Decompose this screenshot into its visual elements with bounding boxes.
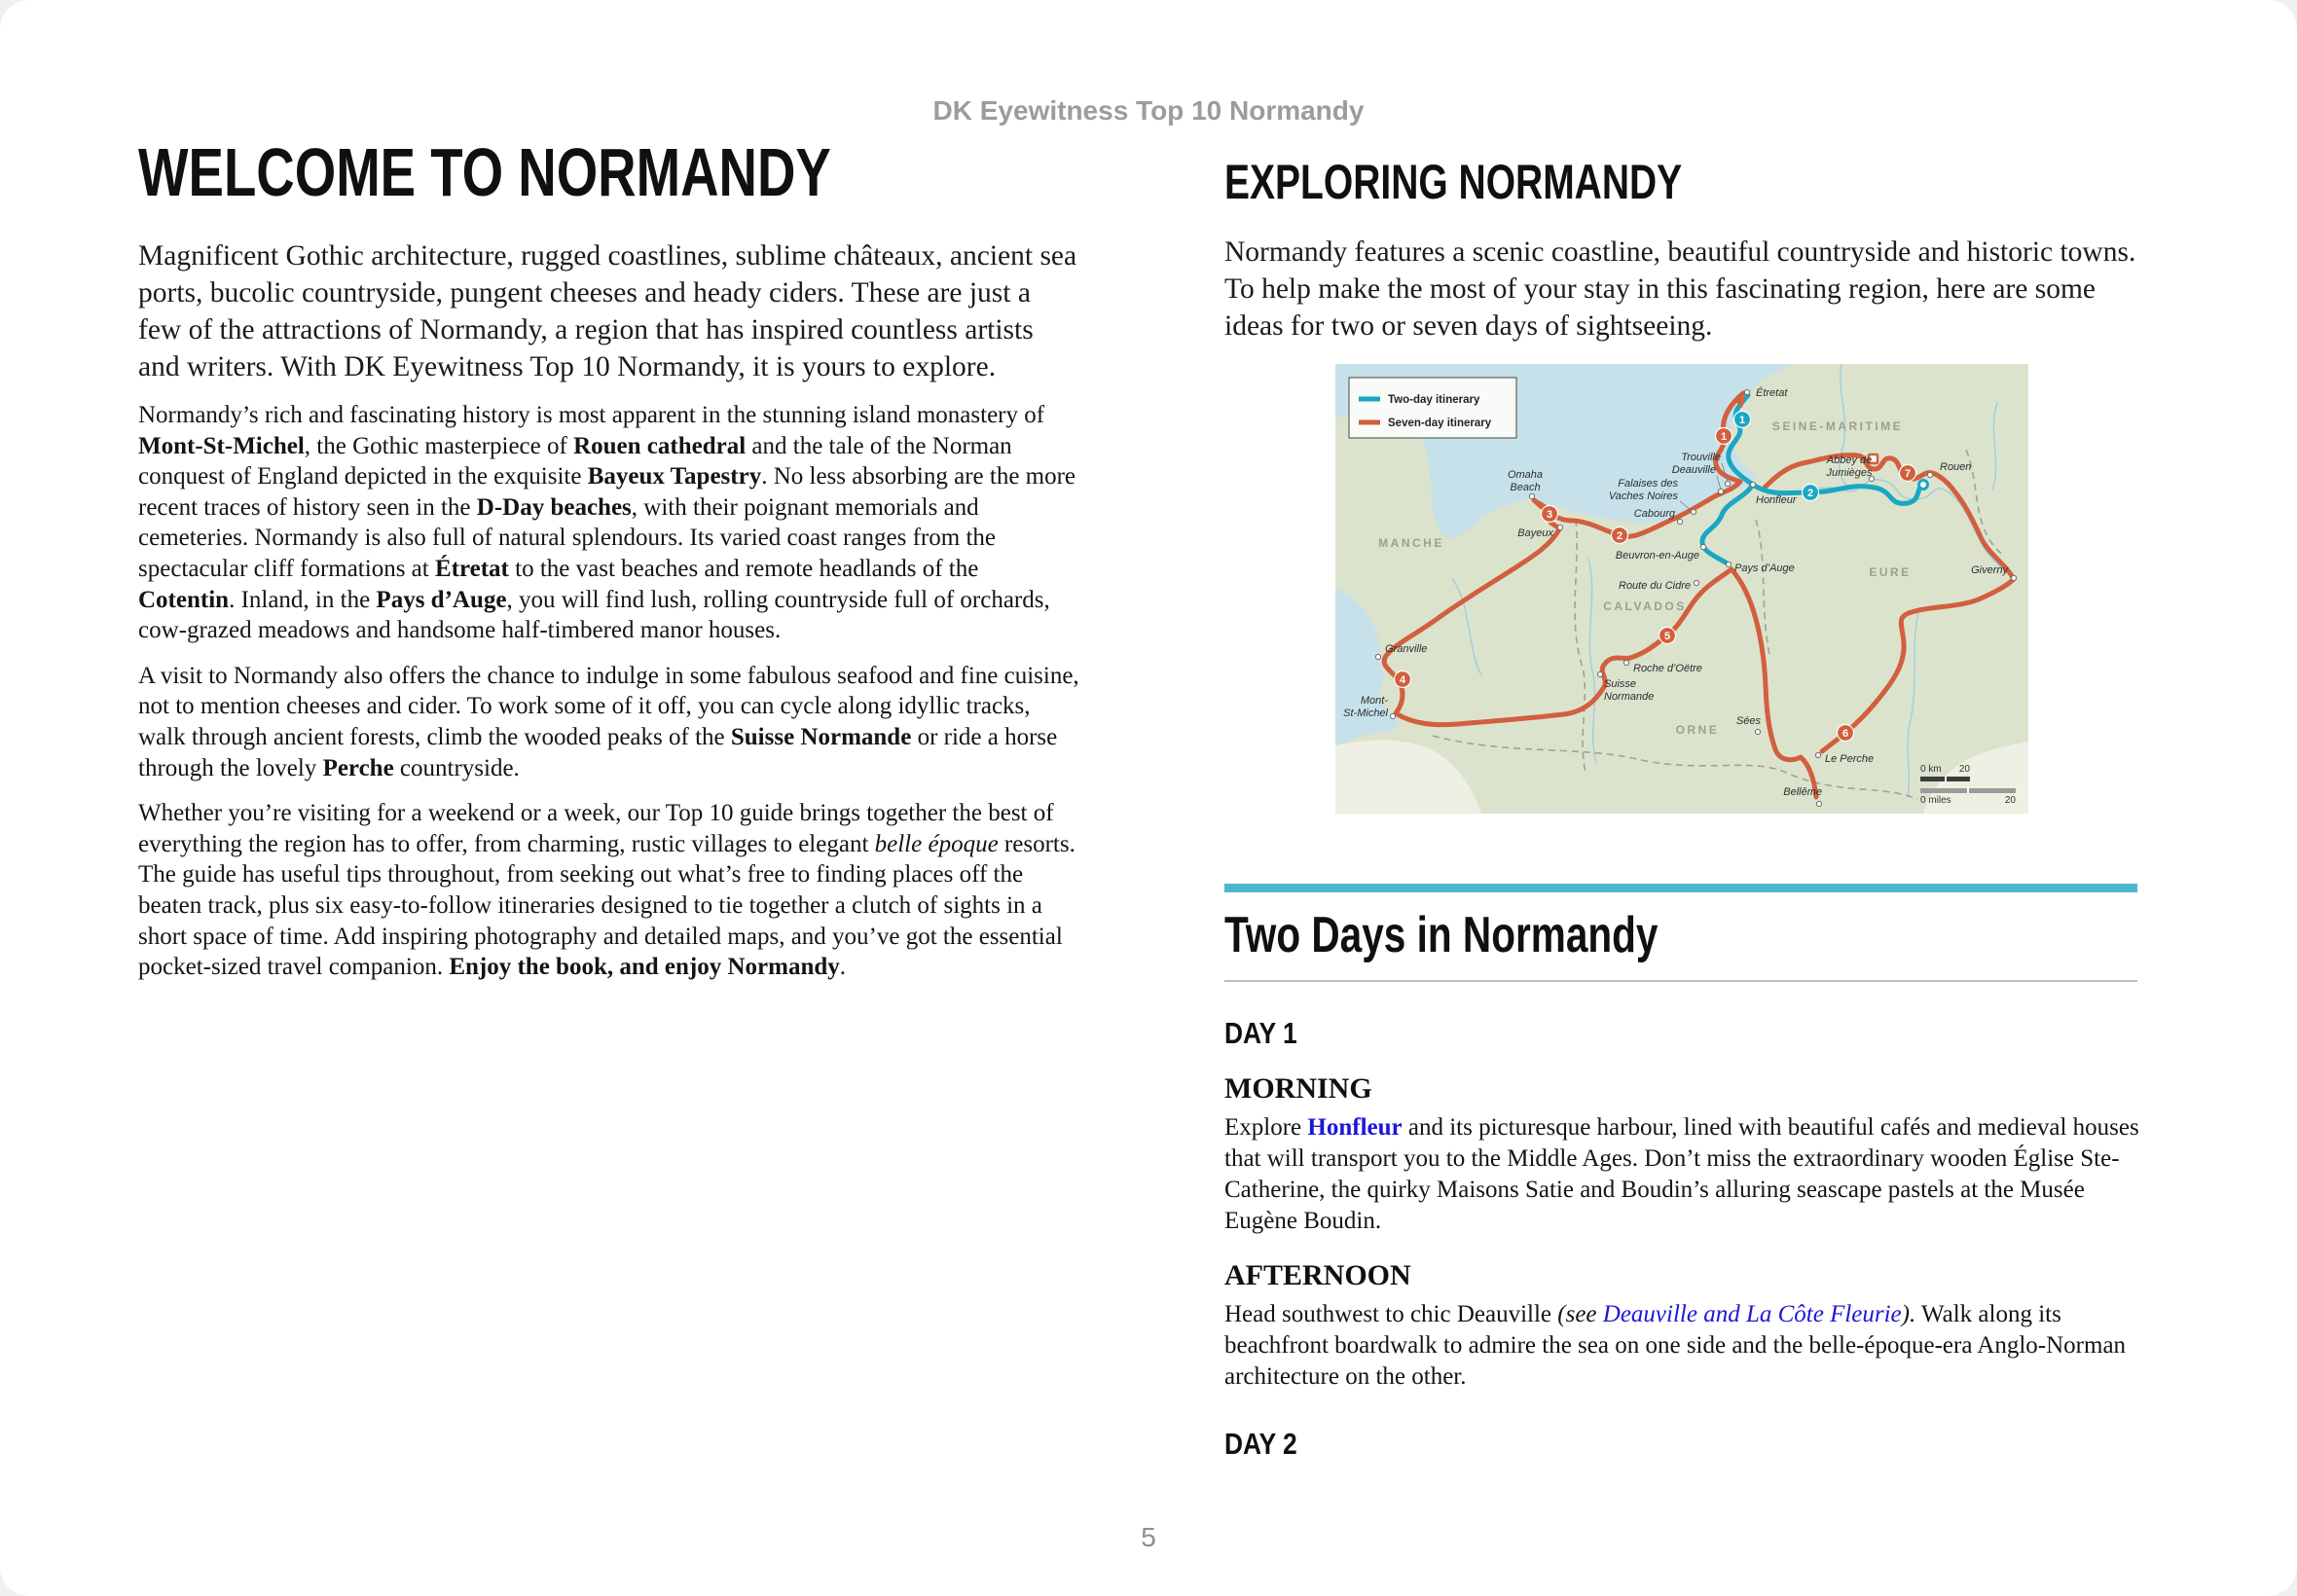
map-label: Honfleur	[1756, 494, 1797, 506]
scale-miles-value: 20	[2004, 795, 2016, 806]
town-dot	[1529, 493, 1534, 498]
text-run: Suisse Normande	[730, 723, 912, 750]
text-run: Étretat	[434, 555, 509, 582]
map-label: Sées	[1735, 715, 1761, 727]
day-2-heading: DAY 2	[1224, 1427, 1297, 1461]
text-run: Mont-St-Michel	[138, 432, 305, 459]
town-dot	[1725, 481, 1730, 486]
text-run: or ride a horse through the lovely	[138, 723, 1058, 781]
town-dot	[1744, 389, 1749, 394]
day-1-heading: DAY 1	[1224, 1016, 1297, 1050]
text-run: Cotentin	[138, 586, 230, 613]
map-label: Cabourg	[1633, 508, 1675, 520]
two-days-heading: Two Days in Normandy	[1224, 907, 1659, 963]
text-run: Explore	[1224, 1114, 1308, 1141]
exploring-title: EXPLORING NORMANDY	[1224, 155, 1683, 209]
welcome-paragraph-3	[138, 798, 1080, 983]
town-dot	[1375, 654, 1380, 659]
map-label: SEINE-MARITIME	[1771, 419, 1904, 433]
map-label: CALVADOS	[1603, 599, 1687, 613]
scale-km-value: 20	[1958, 764, 1970, 775]
scale-bar-miles-tick	[1967, 788, 1969, 793]
text-run: . No less absorbing are the more recent traces of history seen in the	[138, 463, 1076, 521]
map-label: Bayeux	[1517, 527, 1553, 539]
itinerary-stop-number: 7	[1904, 468, 1912, 480]
town-dot	[1623, 660, 1628, 665]
town-dot	[1755, 729, 1760, 734]
text-run: A visit to Normandy also offers the chance to indulge in some fabulous seafood and fine cuisine, not to mention cheeses and cider. To work some of it off, you can cycle along idyllic tracks, walk through ancient forests, climb the wooded peaks of the	[138, 662, 1079, 750]
itinerary-stop-number: 1	[1738, 415, 1746, 426]
text-run: Head southwest to chic Deauville	[1224, 1301, 1558, 1327]
town-dot	[1694, 580, 1698, 585]
inline-link[interactable]: Deauville and La Côte Fleurie	[1602, 1301, 1902, 1327]
text-run: ).	[1901, 1301, 1916, 1327]
itinerary-stop-number: 2	[1806, 488, 1814, 499]
text-run: Bayeux Tapestry	[587, 463, 762, 490]
map-label: Roche d’Oëtre	[1633, 663, 1702, 674]
welcome-title: WELCOME TO NORMANDY	[138, 134, 831, 210]
text-run: belle époque	[874, 830, 999, 857]
legend-label: Seven-day itinerary	[1388, 417, 1492, 429]
text-run: D-Day beaches	[476, 493, 632, 521]
town-dot	[1557, 525, 1562, 529]
running-header: DK Eyewitness Top 10 Normandy	[932, 95, 1365, 126]
town-dot	[2011, 575, 2016, 580]
itinerary-stop-number: 1	[1720, 431, 1728, 443]
map-label: Abbey de	[1826, 454, 1873, 466]
text-run: Pays d’Auge	[376, 586, 507, 613]
inline-link[interactable]: Honfleur	[1307, 1114, 1403, 1141]
scale-bar-km-tick	[1945, 777, 1947, 781]
town-dot	[1816, 801, 1821, 806]
map-label: Jumièges	[1826, 467, 1873, 479]
text-run: , with their poignant memorials and cemeteries. Normandy is also full of natural splendours. Its varied coast ranges from the spectacular cliff formations at	[138, 493, 996, 582]
map-label: Mont-	[1360, 695, 1388, 707]
normandy-itinerary-map	[1335, 364, 2028, 814]
text-run: , you will find lush, rolling countryside full of orchards, cow-grazed meadows and handsome half-timbered manor houses.	[138, 586, 1050, 644]
page-number: 5	[1141, 1522, 1156, 1552]
section-rule	[1224, 980, 2137, 982]
town-dot	[1815, 752, 1820, 757]
normandy-map-svg	[1335, 364, 2028, 814]
text-run: , the Gothic masterpiece of	[304, 432, 574, 459]
exploring-column	[1224, 156, 2151, 1461]
map-label: Vaches Noires	[1608, 490, 1678, 502]
town-dot	[1691, 509, 1695, 514]
text-run: and its picturesque harbour, lined with beautiful cafés and medieval houses that will transport you to the Middle Ages. Don’t miss the extraordinary wooden Église Ste-Catherine, the quirky Maisons Satie and Boudin’s alluring seascape pastels at the Musée Eugène Boudin.	[1224, 1114, 2139, 1234]
welcome-lead-paragraph: Magnificent Gothic architecture, rugged coastlines, sublime châteaux, ancient sea ports, bucolic countryside, pungent cheeses and heady ciders. These are just a few of the attractions of Normandy, a region that has inspired countless artists and writers. With DK Eyewitness Top 10 Normandy, it is yours to explore.	[138, 240, 1077, 382]
text-run: .	[839, 954, 847, 981]
legend-label: Two-day itinerary	[1388, 394, 1480, 406]
welcome-paragraph-2	[138, 661, 1080, 783]
town-dot	[1677, 519, 1682, 524]
map-label: Normande	[1604, 691, 1655, 703]
two-day-route-endpoint	[1919, 481, 1928, 490]
welcome-column	[138, 136, 1080, 983]
map-label: Trouville	[1681, 452, 1721, 463]
scale-miles-label: 0 miles	[1920, 795, 1951, 806]
town-dot	[1927, 472, 1932, 477]
town-dot	[1726, 562, 1731, 566]
map-label: St-Michel	[1343, 707, 1388, 719]
text-run: Normandy’s rich and fascinating history is most apparent in the stunning island monastery of	[138, 402, 1045, 428]
town-dot	[1390, 713, 1395, 718]
text-run: (see	[1557, 1301, 1603, 1327]
map-label: Pays d’Auge	[1734, 562, 1795, 574]
map-label: Étretat	[1756, 387, 1788, 399]
text-run: Rouen cathedral	[573, 432, 747, 459]
section-accent-bar	[1224, 884, 2137, 892]
itinerary-stop-number: 2	[1616, 530, 1623, 542]
map-label: Falaises des	[1618, 478, 1678, 490]
text-run: and the tale of the Norman conquest of England depicted in the exquisite	[138, 432, 1012, 490]
itinerary-stop-number: 3	[1546, 509, 1553, 521]
map-label: Route du Cidre	[1619, 580, 1691, 592]
afternoon-paragraph	[1224, 1299, 2151, 1393]
map-label: MANCHE	[1378, 536, 1444, 550]
map-label: Beach	[1510, 482, 1541, 493]
text-run: Enjoy the book, and enjoy Normandy	[449, 954, 840, 981]
map-label: Granville	[1385, 643, 1428, 655]
text-run: Whether you’re visiting for a weekend or a week, our Top 10 guide brings together the best of everything the region has to offer, from charming, rustic villages to elegant	[138, 800, 1054, 857]
map-label: EURE	[1869, 565, 1912, 579]
text-run: Perche	[322, 754, 394, 781]
map-label: Beuvron-en-Auge	[1615, 550, 1699, 562]
text-run: Walk along its beachfront boardwalk to admire the sea on one side and the belle-époque-era Anglo-Norman architecture on the other.	[1224, 1301, 2127, 1390]
morning-heading: MORNING	[1224, 1072, 1372, 1105]
map-label: Giverny	[1971, 564, 2008, 576]
scale-km-label: 0 km	[1920, 764, 1942, 775]
map-label: Deauville	[1671, 464, 1716, 476]
map-label: Rouen	[1940, 461, 1972, 473]
itinerary-stop-number: 5	[1663, 631, 1671, 642]
text-run: to the vast beaches and remote headlands of the	[508, 555, 979, 582]
welcome-paragraph-1	[138, 400, 1080, 646]
exploring-intro-paragraph: Normandy features a scenic coastline, beautiful countryside and historic towns. To help make the most of your stay in this fascinating region, here are some ideas for two or seven days of sightseeing.	[1224, 236, 2136, 342]
afternoon-heading: AFTERNOON	[1224, 1259, 1411, 1291]
map-label: Bellême	[1783, 786, 1822, 798]
town-dot	[1700, 544, 1705, 549]
map-label: ORNE	[1675, 723, 1720, 737]
text-run: . Inland, in the	[229, 586, 377, 613]
itinerary-stop-number: 4	[1399, 674, 1406, 686]
map-label: Le Perche	[1825, 753, 1875, 765]
text-run: resorts. The guide has useful tips throughout, from seeking out what’s free to finding places off the beaten track, plus six easy-to-follow itineraries designed to tie together a clutch of sights in a short space of time. Add inspiring photography and detailed maps, and you’ve got the essential pocket-sized travel companion.	[138, 830, 1076, 981]
morning-paragraph	[1224, 1112, 2151, 1237]
map-label: Omaha	[1507, 469, 1544, 481]
map-label: Suisse	[1604, 678, 1637, 690]
town-dot	[1597, 671, 1602, 676]
town-dot	[1750, 482, 1755, 487]
text-run: countryside.	[393, 754, 520, 781]
itinerary-stop-number: 6	[1841, 728, 1849, 740]
town-dot	[1718, 489, 1723, 493]
